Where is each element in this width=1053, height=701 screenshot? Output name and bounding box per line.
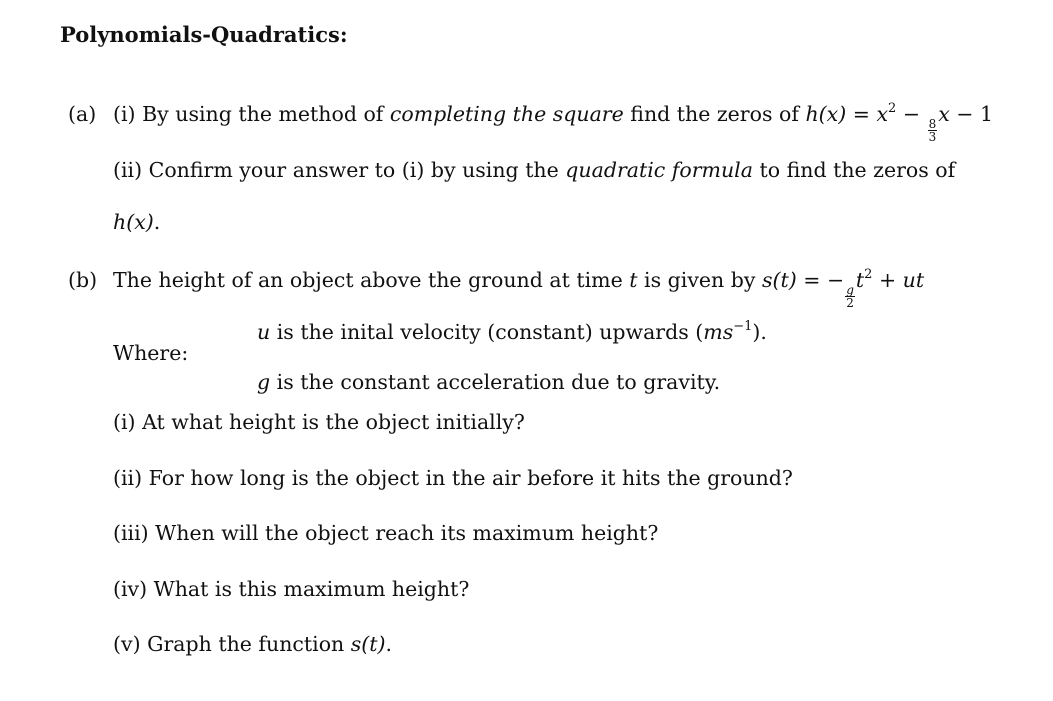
part-a-i-emphasis: completing the square [389,102,624,126]
part-a-ii-emphasis: quadratic formula [565,158,753,182]
negative-sign: − [827,268,845,292]
fraction-numerator: g [846,283,854,297]
part-b-line [113,266,924,309]
question-b-iii: (iii) When will the object reach its maximum height? [113,521,659,545]
period: . [153,210,161,234]
question-b-i: (i) At what height is the object initially? [113,410,525,434]
g-variable: g [257,370,271,394]
ms-exponent: −1 [733,319,753,334]
fraction-numerator: 8 [928,117,937,131]
equals-sign: = [803,268,821,292]
part-a-i-text1: By using the method of [142,102,384,126]
fraction-8-3 [928,118,938,143]
part-a-i-text2: find the zeros of [630,102,799,126]
exponent-2: 2 [888,101,897,116]
exponent-2: 2 [864,267,873,282]
fraction-denominator: 3 [928,130,937,144]
minus-sign: − [902,102,921,126]
s-function-2: s(t) [350,632,386,656]
question-b-iv: (iv) What is this maximum height? [113,577,470,601]
part-a-ii-text2: to find the zeros of [759,158,956,182]
part-b-label: (b) [68,268,98,292]
s-function: s(t) [762,268,797,292]
x-variable-2: x [938,102,950,126]
where-label: Where: [113,341,189,365]
ms-unit: ms [703,320,734,344]
u-variable: u [257,320,271,344]
h-function-2: h(x) [113,210,154,234]
page-title: Polynomials-Quadratics: [60,22,348,47]
equals-sign: = [852,102,870,126]
question-b-v [113,630,392,658]
part-a-ii-text1: Confirm your answer to (i) by using the [148,158,559,182]
part-b-text1: The height of an object above the ground at time [113,268,623,292]
minus-one: − 1 [956,102,994,126]
ut-term: ut [902,268,925,292]
g-definition [257,368,720,396]
part-b-text2: is given by [644,268,756,292]
fraction-g-2 [845,284,855,309]
u-text: is the inital velocity (constant) upwards ( [276,320,704,344]
part-a-label: (a) [68,102,97,126]
u-end: ). [752,320,767,344]
plus-sign: + [878,268,897,292]
period: . [385,632,393,656]
t-variable: t [629,268,638,292]
part-a-ii-label: (ii) [113,158,143,182]
u-definition [257,318,767,346]
x-variable: x [876,102,889,126]
part-a-i-line [113,100,993,143]
question-b-ii: (ii) For how long is the object in the air before it hits the ground? [113,466,793,490]
h-function: h(x) [805,102,847,126]
t-variable-2: t [855,268,865,292]
part-a-ii-line [113,156,955,184]
fraction-denominator: 2 [846,296,854,310]
part-a-i-label: (i) [113,102,136,126]
part-a-ii-line2 [113,208,160,236]
g-text: is the constant acceleration due to gravity. [276,370,721,394]
question-b-v-text: (v) Graph the function [113,632,345,656]
